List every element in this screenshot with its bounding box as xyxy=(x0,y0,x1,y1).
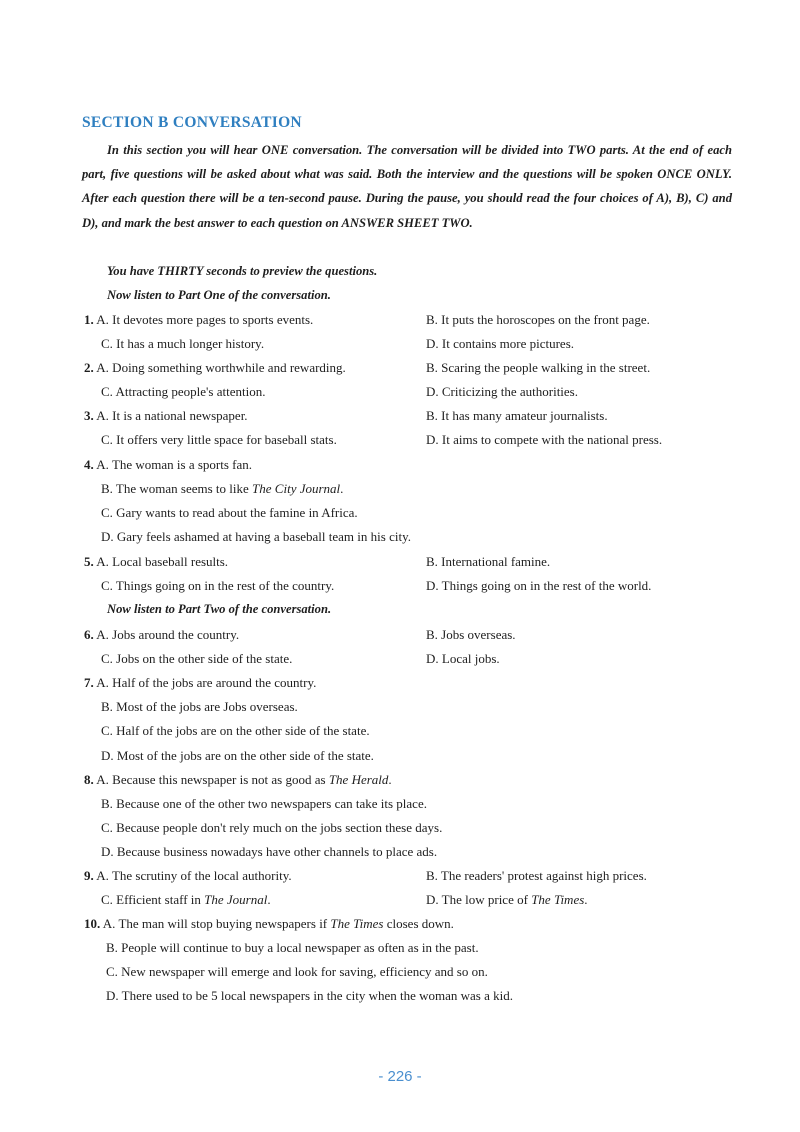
question-5-option-a: 5. A. Local baseball results. xyxy=(84,554,229,569)
section-title: SECTION B CONVERSATION xyxy=(82,114,302,131)
question-8-option-a: 8. A. Because this newspaper is not as good as The Herald. xyxy=(84,772,392,787)
question-3-option-c: C. It offers very little space for baseball stats. xyxy=(101,432,337,447)
question-7-option-b: B. Most of the jobs are Jobs overseas. xyxy=(101,699,298,714)
question-4-option-b: B. The woman seems to like The City Journal. xyxy=(101,481,344,496)
question-2-option-d: D. Criticizing the authorities. xyxy=(426,384,578,399)
question-6-option-d: D. Local jobs. xyxy=(426,651,500,666)
question-2-option-b: B. Scaring the people walking in the street. xyxy=(426,360,651,375)
question-7-option-d: D. Most of the jobs are on the other side of the state. xyxy=(101,748,374,763)
question-2-option-a: 2. A. Doing something worthwhile and rewarding. xyxy=(84,360,346,375)
question-1-option-c: C. It has a much longer history. xyxy=(101,336,265,351)
instructions-text: In this section you will hear ONE conversation. The conversation will be divided into TWO parts. At the end of each part, five questions will be asked about what was said. Both the interview and the questions will be spoken ONCE ONLY. After each question there will be a ten-second pause. During the pause, you should read the four choices of A), B), C) and D), and mark the best answer to each question on ANSWER SHEET TWO. xyxy=(82,143,732,230)
question-3-option-b: B. It has many amateur journalists. xyxy=(426,408,608,423)
section-instructions xyxy=(82,138,732,235)
question-4-option-c: C. Gary wants to read about the famine in Africa. xyxy=(101,505,358,520)
question-1-option-a: 1. A. It devotes more pages to sports events. xyxy=(84,312,314,327)
question-7-option-a: 7. A. Half of the jobs are around the country. xyxy=(84,675,317,690)
question-1-option-b: B. It puts the horoscopes on the front page. xyxy=(426,312,650,327)
question-5-option-c: C. Things going on in the rest of the country. xyxy=(101,578,335,593)
question-9-option-a: 9. A. The scrutiny of the local authority. xyxy=(84,868,292,883)
question-5-option-b: B. International famine. xyxy=(426,554,551,569)
question-9-option-c: C. Efficient staff in The Journal. xyxy=(101,892,271,907)
question-3-option-a: 3. A. It is a national newspaper. xyxy=(84,408,248,423)
question-6-option-c: C. Jobs on the other side of the state. xyxy=(101,651,293,666)
question-6-option-a: 6. A. Jobs around the country. xyxy=(84,627,240,642)
question-10-option-b: B. People will continue to buy a local newspaper as often as in the past. xyxy=(106,940,479,955)
question-9-option-d: D. The low price of The Times. xyxy=(426,892,588,907)
question-4-option-a: 4. A. The woman is a sports fan. xyxy=(84,457,253,472)
question-1-option-d: D. It contains more pictures. xyxy=(426,336,575,351)
question-7-option-c: C. Half of the jobs are on the other side of the state. xyxy=(101,723,370,738)
part-one-note: Now listen to Part One of the conversation. xyxy=(107,288,331,302)
question-8-option-b: B. Because one of the other two newspapers can take its place. xyxy=(101,796,427,811)
question-8-option-c: C. Because people don't rely much on the jobs section these days. xyxy=(101,820,443,835)
part-two-note: Now listen to Part Two of the conversation. xyxy=(107,602,332,616)
question-5-option-d: D. Things going on in the rest of the world. xyxy=(426,578,652,593)
page-number: - 226 - xyxy=(378,1068,422,1085)
question-3-option-d: D. It aims to compete with the national press. xyxy=(426,432,663,447)
question-9-option-b: B. The readers' protest against high prices. xyxy=(426,868,647,883)
question-10-option-a: 10. A. The man will stop buying newspapers if The Times closes down. xyxy=(84,916,454,931)
preview-note: You have THIRTY seconds to preview the questions. xyxy=(107,264,378,278)
question-8-option-d: D. Because business nowadays have other channels to place ads. xyxy=(101,844,438,859)
question-2-option-c: C. Attracting people's attention. xyxy=(101,384,266,399)
question-4-option-d: D. Gary feels ashamed at having a baseball team in his city. xyxy=(101,529,411,544)
question-10-option-d: D. There used to be 5 local newspapers in the city when the woman was a kid. xyxy=(106,988,513,1003)
question-10-option-c: C. New newspaper will emerge and look for saving, efficiency and so on. xyxy=(106,964,488,979)
question-6-option-b: B. Jobs overseas. xyxy=(426,627,516,642)
